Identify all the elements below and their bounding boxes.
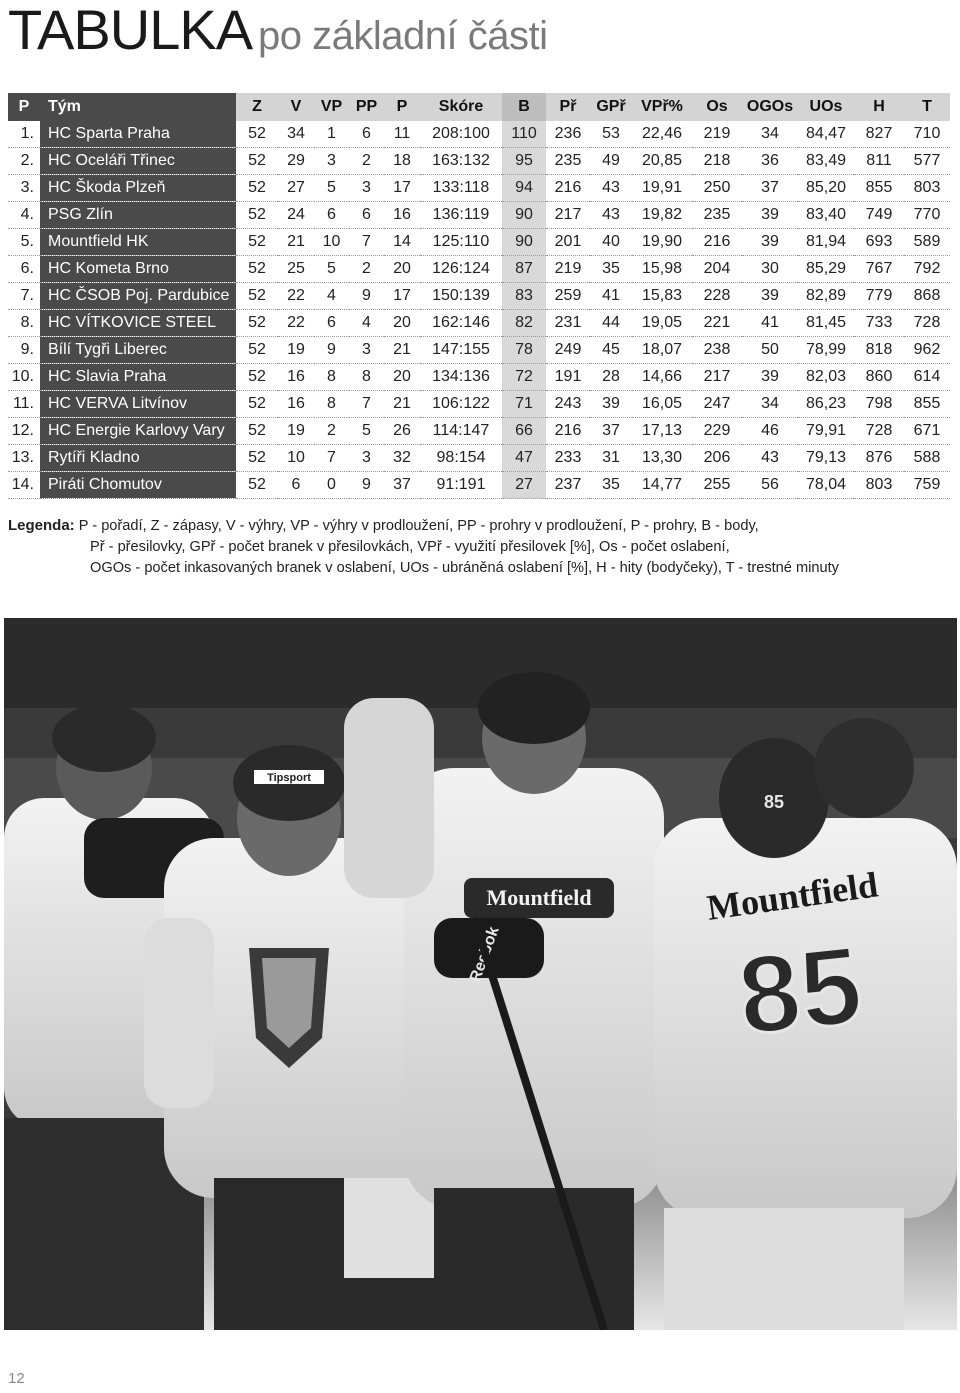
- cell-stat: 803: [904, 175, 950, 202]
- cell-position: 10.: [8, 364, 40, 391]
- cell-stat: 235: [692, 202, 742, 229]
- table-row: [8, 310, 950, 337]
- cell-stat: 216: [546, 418, 590, 445]
- cell-stat: 229: [692, 418, 742, 445]
- cell-stat: 52: [236, 364, 278, 391]
- cell-stat: 589: [904, 229, 950, 256]
- cell-stat: 759: [904, 472, 950, 499]
- cell-position: 8.: [8, 310, 40, 337]
- cell-stat: 588: [904, 445, 950, 472]
- cell-stat: 163:132: [420, 148, 502, 175]
- cell-stat: 614: [904, 364, 950, 391]
- jersey-number-back: 85: [732, 923, 868, 1059]
- cell-stat: 728: [854, 418, 904, 445]
- cell-stat: 868: [904, 283, 950, 310]
- cell-points: 47: [502, 445, 546, 472]
- cell-stat: 52: [236, 472, 278, 499]
- cell-stat: 45: [590, 337, 632, 364]
- title-main: TABULKA: [8, 0, 253, 61]
- table-row: [8, 472, 950, 499]
- cell-stat: 82,89: [798, 283, 854, 310]
- cell-points: 110: [502, 121, 546, 148]
- cell-position: 7.: [8, 283, 40, 310]
- cell-stat: 231: [546, 310, 590, 337]
- cell-points: 90: [502, 202, 546, 229]
- cell-stat: 6: [349, 121, 384, 148]
- cell-stat: 39: [742, 202, 798, 229]
- cell-stat: 91:191: [420, 472, 502, 499]
- cell-stat: 22: [278, 310, 314, 337]
- cell-stat: 21: [278, 229, 314, 256]
- cell-stat: 43: [742, 445, 798, 472]
- cell-stat: 52: [236, 229, 278, 256]
- cell-stat: 36: [742, 148, 798, 175]
- cell-stat: 78,99: [798, 337, 854, 364]
- cell-stat: 53: [590, 121, 632, 148]
- cell-stat: 52: [236, 175, 278, 202]
- cell-stat: 6: [349, 202, 384, 229]
- cell-team: HC Oceláři Třinec: [40, 148, 236, 175]
- cell-stat: 8: [349, 364, 384, 391]
- cell-team: HC Sparta Praha: [40, 121, 236, 148]
- cell-stat: 85,20: [798, 175, 854, 202]
- cell-stat: 81,94: [798, 229, 854, 256]
- cell-stat: 17,13: [632, 418, 692, 445]
- col-header-penalty-kill: UOs: [798, 93, 854, 121]
- cell-stat: 827: [854, 121, 904, 148]
- cell-stat: 52: [236, 256, 278, 283]
- cell-stat: 81,45: [798, 310, 854, 337]
- cell-stat: 876: [854, 445, 904, 472]
- cell-points: 78: [502, 337, 546, 364]
- cell-stat: 19,90: [632, 229, 692, 256]
- cell-stat: 114:147: [420, 418, 502, 445]
- page-number: 12: [8, 1370, 25, 1387]
- cell-team: HC VÍTKOVICE STEEL: [40, 310, 236, 337]
- team-celebration-photo: [4, 618, 957, 1330]
- cell-stat: 219: [692, 121, 742, 148]
- cell-stat: 133:118: [420, 175, 502, 202]
- cell-stat: 34: [742, 121, 798, 148]
- col-header-powerplays: Př: [546, 93, 590, 121]
- cell-position: 2.: [8, 148, 40, 175]
- cell-stat: 2: [349, 148, 384, 175]
- cell-stat: 671: [904, 418, 950, 445]
- col-header-losses: P: [384, 93, 420, 121]
- cell-stat: 5: [349, 418, 384, 445]
- col-header-team: Tým: [40, 93, 236, 121]
- cell-stat: 43: [590, 202, 632, 229]
- cell-position: 5.: [8, 229, 40, 256]
- cell-stat: 20: [384, 364, 420, 391]
- jersey-text-center: Mountfield: [486, 885, 592, 910]
- cell-team: HC Energie Karlovy Vary: [40, 418, 236, 445]
- cell-stat: 779: [854, 283, 904, 310]
- cell-stat: 3: [349, 445, 384, 472]
- cell-stat: 22,46: [632, 121, 692, 148]
- cell-stat: 43: [590, 175, 632, 202]
- table-row: [8, 202, 950, 229]
- legend-line-1: [8, 515, 953, 537]
- cell-stat: 14,66: [632, 364, 692, 391]
- table-row: [8, 175, 950, 202]
- cell-points: 82: [502, 310, 546, 337]
- cell-points: 66: [502, 418, 546, 445]
- cell-position: 14.: [8, 472, 40, 499]
- cell-stat: 39: [742, 283, 798, 310]
- cell-stat: 767: [854, 256, 904, 283]
- cell-stat: 3: [349, 175, 384, 202]
- cell-stat: 52: [236, 121, 278, 148]
- cell-team: Mountfield HK: [40, 229, 236, 256]
- cell-stat: 35: [590, 256, 632, 283]
- cell-stat: 219: [546, 256, 590, 283]
- standings-table: [8, 93, 950, 499]
- cell-stat: 710: [904, 121, 950, 148]
- cell-team: PSG Zlín: [40, 202, 236, 229]
- cell-stat: 37: [384, 472, 420, 499]
- cell-stat: 19: [278, 337, 314, 364]
- cell-stat: 693: [854, 229, 904, 256]
- cell-team: Rytíři Kladno: [40, 445, 236, 472]
- cell-stat: 233: [546, 445, 590, 472]
- cell-position: 4.: [8, 202, 40, 229]
- cell-stat: 7: [349, 229, 384, 256]
- cell-team: HC VERVA Litvínov: [40, 391, 236, 418]
- cell-stat: 250: [692, 175, 742, 202]
- cell-stat: 855: [854, 175, 904, 202]
- col-header-wins: V: [278, 93, 314, 121]
- cell-stat: 798: [854, 391, 904, 418]
- cell-stat: 41: [590, 283, 632, 310]
- cell-position: 1.: [8, 121, 40, 148]
- cell-points: 90: [502, 229, 546, 256]
- cell-stat: 728: [904, 310, 950, 337]
- cell-stat: 15,83: [632, 283, 692, 310]
- col-header-hits: H: [854, 93, 904, 121]
- cell-stat: 162:146: [420, 310, 502, 337]
- col-header-games: Z: [236, 93, 278, 121]
- cell-stat: 85,29: [798, 256, 854, 283]
- cell-stat: 79,91: [798, 418, 854, 445]
- table-row: [8, 418, 950, 445]
- cell-stat: 49: [590, 148, 632, 175]
- table-header-row: [8, 93, 950, 121]
- cell-points: 83: [502, 283, 546, 310]
- cell-stat: 126:124: [420, 256, 502, 283]
- cell-stat: 221: [692, 310, 742, 337]
- cell-stat: 86,23: [798, 391, 854, 418]
- cell-stat: 27: [278, 175, 314, 202]
- cell-stat: 52: [236, 148, 278, 175]
- cell-stat: 206: [692, 445, 742, 472]
- cell-stat: 228: [692, 283, 742, 310]
- cell-position: 6.: [8, 256, 40, 283]
- cell-stat: 20,85: [632, 148, 692, 175]
- cell-stat: 0: [314, 472, 349, 499]
- cell-stat: 13,30: [632, 445, 692, 472]
- cell-stat: 3: [314, 148, 349, 175]
- cell-stat: 30: [742, 256, 798, 283]
- cell-stat: 39: [742, 364, 798, 391]
- table-row: [8, 256, 950, 283]
- cell-stat: 9: [349, 283, 384, 310]
- cell-points: 94: [502, 175, 546, 202]
- table-body: [8, 121, 950, 499]
- cell-stat: 237: [546, 472, 590, 499]
- table-row: [8, 445, 950, 472]
- cell-stat: 259: [546, 283, 590, 310]
- cell-stat: 16,05: [632, 391, 692, 418]
- cell-stat: 8: [314, 391, 349, 418]
- table-row: [8, 121, 950, 148]
- legend: [8, 515, 953, 579]
- cell-stat: 18,07: [632, 337, 692, 364]
- cell-stat: 2: [349, 256, 384, 283]
- cell-stat: 34: [278, 121, 314, 148]
- col-header-shorthanded: Os: [692, 93, 742, 121]
- cell-stat: 11: [384, 121, 420, 148]
- col-header-penalty-minutes: T: [904, 93, 950, 121]
- cell-stat: 24: [278, 202, 314, 229]
- cell-points: 27: [502, 472, 546, 499]
- col-header-pp-percent: VPř%: [632, 93, 692, 121]
- cell-points: 71: [502, 391, 546, 418]
- cell-stat: 6: [278, 472, 314, 499]
- cell-stat: 52: [236, 283, 278, 310]
- cell-stat: 106:122: [420, 391, 502, 418]
- cell-stat: 28: [590, 364, 632, 391]
- cell-stat: 749: [854, 202, 904, 229]
- cell-stat: 21: [384, 391, 420, 418]
- cell-stat: 50: [742, 337, 798, 364]
- cell-stat: 52: [236, 310, 278, 337]
- cell-points: 95: [502, 148, 546, 175]
- cell-stat: 52: [236, 445, 278, 472]
- cell-stat: 40: [590, 229, 632, 256]
- cell-stat: 147:155: [420, 337, 502, 364]
- table-row: [8, 391, 950, 418]
- cell-stat: 5: [314, 256, 349, 283]
- cell-stat: 204: [692, 256, 742, 283]
- table-row: [8, 148, 950, 175]
- cell-stat: 9: [349, 472, 384, 499]
- cell-stat: 39: [590, 391, 632, 418]
- col-header-pp-goals: GPř: [590, 93, 632, 121]
- cell-stat: 19,91: [632, 175, 692, 202]
- cell-stat: 79,13: [798, 445, 854, 472]
- cell-stat: 37: [590, 418, 632, 445]
- photo-illustration: [4, 618, 957, 1330]
- cell-stat: 818: [854, 337, 904, 364]
- cell-stat: 247: [692, 391, 742, 418]
- cell-stat: 10: [314, 229, 349, 256]
- legend-line-3: OGOs - počet inkasovaných branek v oslabení, UOs - ubráněná oslabení [%], H - hity (bodyčeky), T - trestné minuty: [90, 560, 839, 576]
- cell-stat: 52: [236, 337, 278, 364]
- cell-stat: 249: [546, 337, 590, 364]
- cell-stat: 39: [742, 229, 798, 256]
- col-header-points: B: [502, 93, 546, 121]
- legend-line-2: Př - přesilovky, GPř - počet branek v přesilovkách, VPř - využití přesilovek [%], Os - počet oslabení,: [90, 539, 730, 555]
- title-subtitle: po základní části: [258, 14, 548, 58]
- cell-team: HC Škoda Plzeň: [40, 175, 236, 202]
- cell-points: 87: [502, 256, 546, 283]
- cell-stat: 150:139: [420, 283, 502, 310]
- cell-stat: 19: [278, 418, 314, 445]
- cell-stat: 41: [742, 310, 798, 337]
- cell-team: Bílí Tygři Liberec: [40, 337, 236, 364]
- cell-stat: 3: [349, 337, 384, 364]
- cell-stat: 770: [904, 202, 950, 229]
- cell-stat: 83,40: [798, 202, 854, 229]
- cell-stat: 125:110: [420, 229, 502, 256]
- cell-stat: 2: [314, 418, 349, 445]
- cell-stat: 235: [546, 148, 590, 175]
- col-header-position: P: [8, 93, 40, 121]
- table-row: [8, 283, 950, 310]
- helmet-sponsor-text: Tipsport: [267, 772, 311, 784]
- col-header-score: Skóre: [420, 93, 502, 121]
- cell-stat: 22: [278, 283, 314, 310]
- helmet-number: 85: [763, 792, 785, 812]
- cell-stat: 803: [854, 472, 904, 499]
- cell-stat: 4: [314, 283, 349, 310]
- cell-stat: 733: [854, 310, 904, 337]
- cell-stat: 1: [314, 121, 349, 148]
- cell-position: 9.: [8, 337, 40, 364]
- table-row: [8, 337, 950, 364]
- cell-stat: 855: [904, 391, 950, 418]
- cell-stat: 217: [546, 202, 590, 229]
- cell-stat: 6: [314, 310, 349, 337]
- col-header-sh-goals-against: OGOs: [742, 93, 798, 121]
- cell-stat: 17: [384, 283, 420, 310]
- cell-stat: 7: [314, 445, 349, 472]
- cell-stat: 216: [546, 175, 590, 202]
- cell-stat: 52: [236, 418, 278, 445]
- cell-stat: 217: [692, 364, 742, 391]
- cell-position: 13.: [8, 445, 40, 472]
- cell-stat: 243: [546, 391, 590, 418]
- cell-stat: 20: [384, 256, 420, 283]
- cell-stat: 218: [692, 148, 742, 175]
- cell-stat: 34: [742, 391, 798, 418]
- cell-team: HC Slavia Praha: [40, 364, 236, 391]
- cell-stat: 83,49: [798, 148, 854, 175]
- cell-stat: 14,77: [632, 472, 692, 499]
- cell-stat: 4: [349, 310, 384, 337]
- cell-stat: 16: [278, 364, 314, 391]
- cell-stat: 136:119: [420, 202, 502, 229]
- cell-stat: 26: [384, 418, 420, 445]
- cell-stat: 52: [236, 202, 278, 229]
- cell-stat: 16: [278, 391, 314, 418]
- cell-stat: 208:100: [420, 121, 502, 148]
- cell-points: 72: [502, 364, 546, 391]
- cell-stat: 10: [278, 445, 314, 472]
- cell-stat: 46: [742, 418, 798, 445]
- cell-stat: 8: [314, 364, 349, 391]
- cell-stat: 236: [546, 121, 590, 148]
- cell-stat: 19,05: [632, 310, 692, 337]
- col-header-ot-losses: PP: [349, 93, 384, 121]
- cell-stat: 35: [590, 472, 632, 499]
- cell-stat: 31: [590, 445, 632, 472]
- cell-stat: 98:154: [420, 445, 502, 472]
- table-row: [8, 364, 950, 391]
- cell-stat: 84,47: [798, 121, 854, 148]
- cell-stat: 37: [742, 175, 798, 202]
- cell-stat: 19,82: [632, 202, 692, 229]
- jersey-text-back: Mountfield: [704, 864, 881, 928]
- cell-stat: 255: [692, 472, 742, 499]
- cell-stat: 7: [349, 391, 384, 418]
- cell-stat: 14: [384, 229, 420, 256]
- cell-stat: 25: [278, 256, 314, 283]
- cell-team: HC ČSOB Poj. Pardubice: [40, 283, 236, 310]
- cell-stat: 32: [384, 445, 420, 472]
- cell-stat: 860: [854, 364, 904, 391]
- cell-stat: 29: [278, 148, 314, 175]
- cell-stat: 238: [692, 337, 742, 364]
- cell-stat: 21: [384, 337, 420, 364]
- cell-stat: 17: [384, 175, 420, 202]
- cell-stat: 52: [236, 391, 278, 418]
- cell-stat: 5: [314, 175, 349, 202]
- page-title: [8, 0, 548, 61]
- cell-stat: 792: [904, 256, 950, 283]
- cell-stat: 20: [384, 310, 420, 337]
- cell-stat: 15,98: [632, 256, 692, 283]
- cell-stat: 78,04: [798, 472, 854, 499]
- cell-stat: 962: [904, 337, 950, 364]
- cell-stat: 6: [314, 202, 349, 229]
- legend-text-1: P - pořadí, Z - zápasy, V - výhry, VP - výhry v prodloužení, PP - prohry v prodloužení, P - prohry, B - body,: [78, 518, 759, 534]
- cell-position: 11.: [8, 391, 40, 418]
- cell-stat: 201: [546, 229, 590, 256]
- cell-stat: 216: [692, 229, 742, 256]
- legend-label: Legenda:: [8, 517, 75, 534]
- cell-team: HC Kometa Brno: [40, 256, 236, 283]
- cell-stat: 9: [314, 337, 349, 364]
- cell-stat: 577: [904, 148, 950, 175]
- cell-stat: 134:136: [420, 364, 502, 391]
- cell-stat: 811: [854, 148, 904, 175]
- cell-stat: 16: [384, 202, 420, 229]
- cell-stat: 44: [590, 310, 632, 337]
- cell-position: 12.: [8, 418, 40, 445]
- cell-stat: 56: [742, 472, 798, 499]
- col-header-ot-wins: VP: [314, 93, 349, 121]
- cell-position: 3.: [8, 175, 40, 202]
- table-row: [8, 229, 950, 256]
- cell-team: Piráti Chomutov: [40, 472, 236, 499]
- cell-stat: 191: [546, 364, 590, 391]
- cell-stat: 18: [384, 148, 420, 175]
- cell-stat: 82,03: [798, 364, 854, 391]
